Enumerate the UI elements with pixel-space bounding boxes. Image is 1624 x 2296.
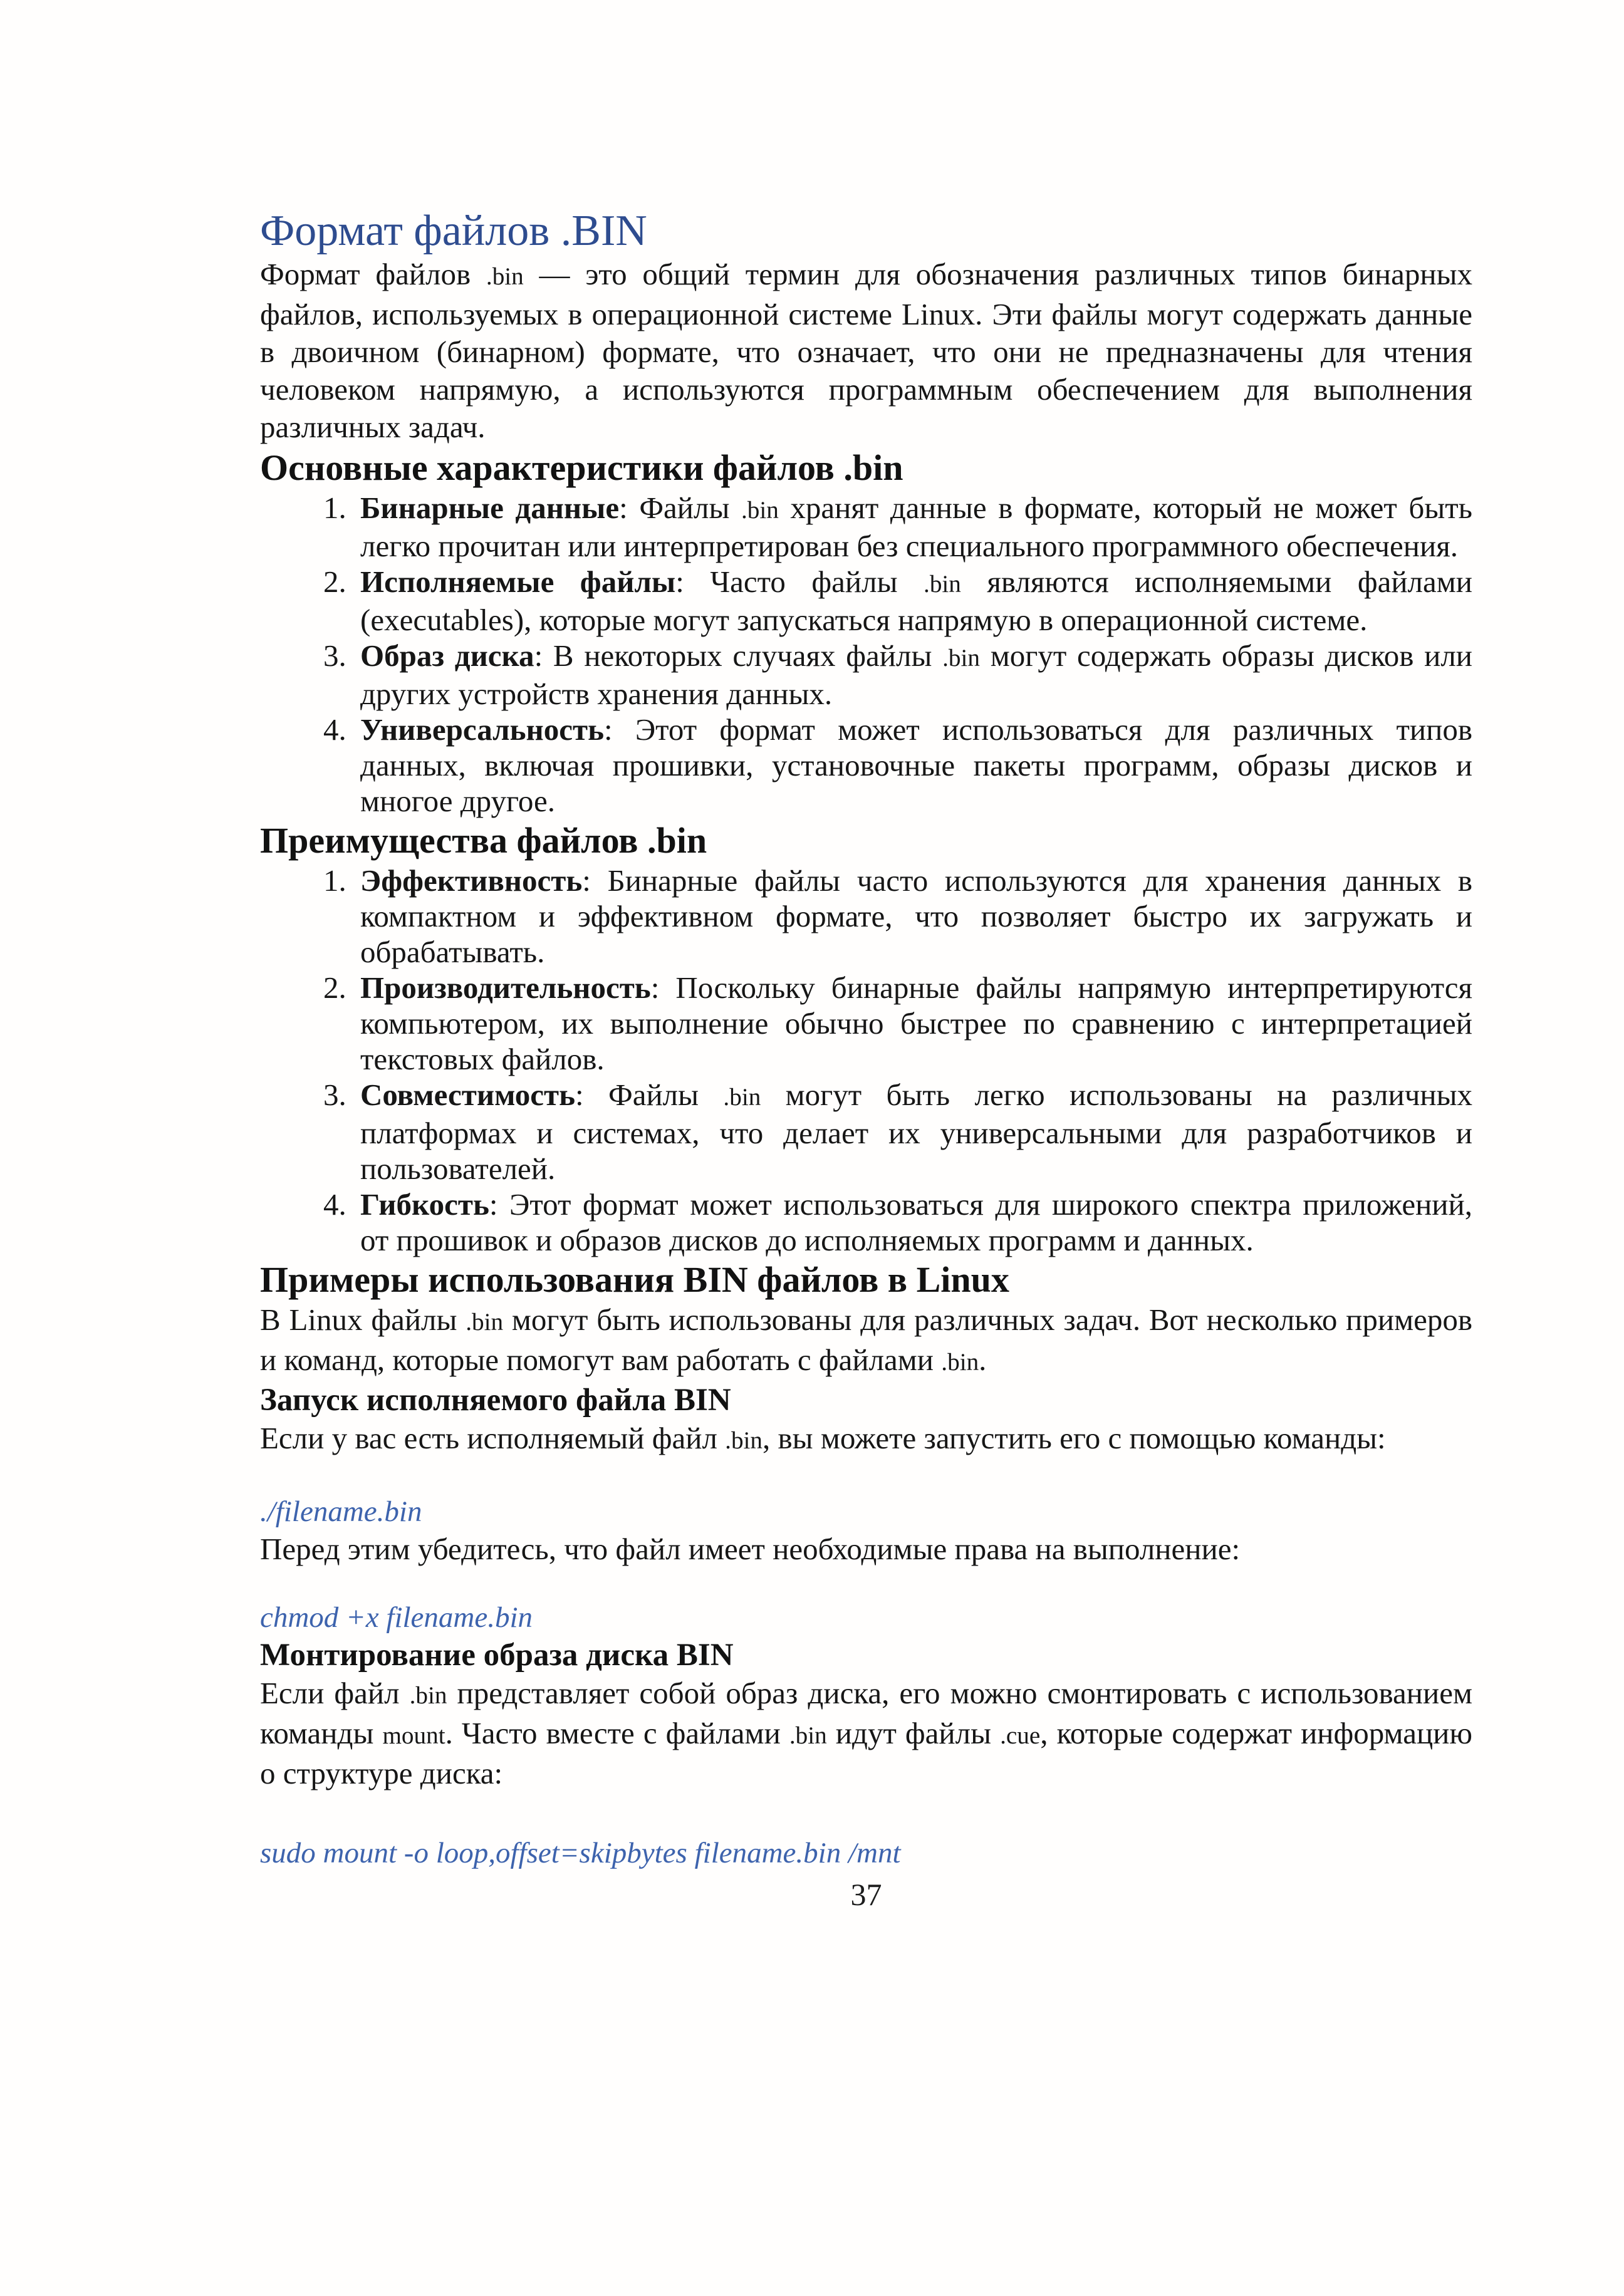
subheading-run-executable: Запуск исполняемого файла BIN <box>260 1383 731 1418</box>
chmod-instruction-paragraph <box>260 1530 1472 1568</box>
text-run: : Файлы <box>575 1077 724 1112</box>
text-run: представляет собой образ диска, его можно смонтировать с использованием команды <box>260 1676 1472 1751</box>
text-run: : В некоторых случаях файлы <box>534 638 943 673</box>
text-run: идут файлы <box>826 1716 1001 1751</box>
inline-code: mount <box>382 1722 445 1750</box>
text-run: : Этот формат может использоваться для широкого спектра приложений, от прошивок и образов дисков до исполняемых программ и данных. <box>360 1187 1472 1257</box>
text-run: хранят данные в формате, который не может быть легко прочитан или интерпретирован без специального программного обеспечения. <box>360 490 1473 563</box>
characteristics-list <box>260 490 1472 819</box>
inline-code: .cue <box>1000 1722 1041 1750</box>
text-run: являются исполняемыми файлами (executables), которые могут запускаться напрямую в операционной системе. <box>360 564 1472 637</box>
list-item <box>354 712 1472 819</box>
term-bold: Исполняемые файлы <box>360 564 676 599</box>
term-bold: Производительность <box>360 970 651 1005</box>
text-run: В Linux файлы <box>260 1302 466 1338</box>
text-run: , вы можете запустить его с помощью команды: <box>763 1421 1386 1456</box>
inline-code: .bin <box>725 1427 763 1455</box>
advantages-list <box>260 863 1472 1258</box>
term-bold: Образ диска <box>360 638 534 673</box>
text-run: , которые содержат информацию о структуре диска: <box>260 1716 1472 1791</box>
term-bold: Совместимость <box>360 1077 576 1112</box>
heading-characteristics: Основные характеристики файлов .bin <box>260 447 903 489</box>
text-run: : Поскольку бинарные файлы напрямую интерпретируются компьютером, их выполнение обычно быстрее по сравнению с интерпретацией текстовых файлов. <box>360 970 1472 1076</box>
text-run: — это общий термин для обозначения различных типов бинарных файлов, используемых в операционной системе Linux. Эти файлы могут содержать данные в двоичном (бинарном) формате, что означает, что они не предназначены для чтения человеком напрямую, а используются программным обеспечением для выполнения различных задач. <box>260 257 1472 445</box>
mount-command-code: sudo mount -o loop,offset=skipbytes filename.bin /mnt <box>260 1837 901 1870</box>
inline-code: .bin <box>924 570 961 598</box>
text-run: : Файлы <box>619 490 741 525</box>
list-item <box>354 638 1472 712</box>
mount-instruction-paragraph <box>260 1675 1472 1792</box>
text-run: могут содержать образы дисков или других устройств хранения данных. <box>360 638 1473 711</box>
inline-code: .bin <box>486 263 524 291</box>
list-item <box>354 1077 1472 1187</box>
text-run: Если у вас есть исполняемый файл <box>260 1421 726 1456</box>
text-run: . Часто вместе с файлами <box>445 1716 789 1751</box>
term-bold: Гибкость <box>360 1187 489 1222</box>
list-item <box>354 564 1472 638</box>
text-run: : Бинарные файлы часто используются для хранения данных в компактном и эффективном формате, что позволяет быстро их загружать и обрабатывать. <box>360 863 1472 969</box>
term-bold: Универсальность <box>360 712 605 747</box>
page-title: Формат файлов .BIN <box>260 207 647 255</box>
inline-code: .bin <box>741 496 779 524</box>
inline-code: .bin <box>466 1309 504 1336</box>
heading-examples: Примеры использования BIN файлов в Linux <box>260 1259 1009 1300</box>
text-run: . <box>979 1343 987 1378</box>
inline-code: .bin <box>409 1682 447 1710</box>
list-item <box>354 970 1472 1077</box>
text-run: : Этот формат может использоваться для различных типов данных, включая прошивки, установочные пакеты программ, образы дисков и многое другое. <box>360 712 1472 818</box>
text-run: могут быть использованы для различных задач. Вот несколько примеров и команд, которые помогут вам работать с файлами <box>260 1302 1472 1378</box>
subheading-mount-image: Монтирование образа диска BIN <box>260 1637 734 1673</box>
text-run: Если файл <box>260 1676 410 1711</box>
list-item <box>354 1187 1472 1258</box>
text-run: Перед этим убедитесь, что файл имеет необходимые права на выполнение: <box>260 1532 1241 1567</box>
run-command-code: ./filename.bin <box>260 1495 422 1529</box>
chmod-command-code: chmod +x filename.bin <box>260 1601 533 1634</box>
list-item <box>354 863 1472 970</box>
intro-paragraph <box>260 256 1472 446</box>
inline-code: .bin <box>941 1349 979 1376</box>
text-run: Формат файлов <box>260 257 486 292</box>
list-item <box>354 490 1472 564</box>
run-instruction-paragraph <box>260 1420 1472 1460</box>
inline-code: .bin <box>723 1083 761 1111</box>
inline-code: .bin <box>789 1722 827 1750</box>
term-bold: Бинарные данные <box>360 490 620 525</box>
page-number: 37 <box>850 1876 882 1912</box>
examples-intro-paragraph <box>260 1301 1472 1381</box>
term-bold: Эффективность <box>360 863 583 898</box>
text-run: : Часто файлы <box>675 564 924 599</box>
inline-code: .bin <box>942 644 980 672</box>
text-run: могут быть легко использованы на различных платформах и системах, что делает их универсальными для разработчиков и пользователей. <box>360 1077 1473 1186</box>
heading-advantages: Преимущества файлов .bin <box>260 819 707 861</box>
